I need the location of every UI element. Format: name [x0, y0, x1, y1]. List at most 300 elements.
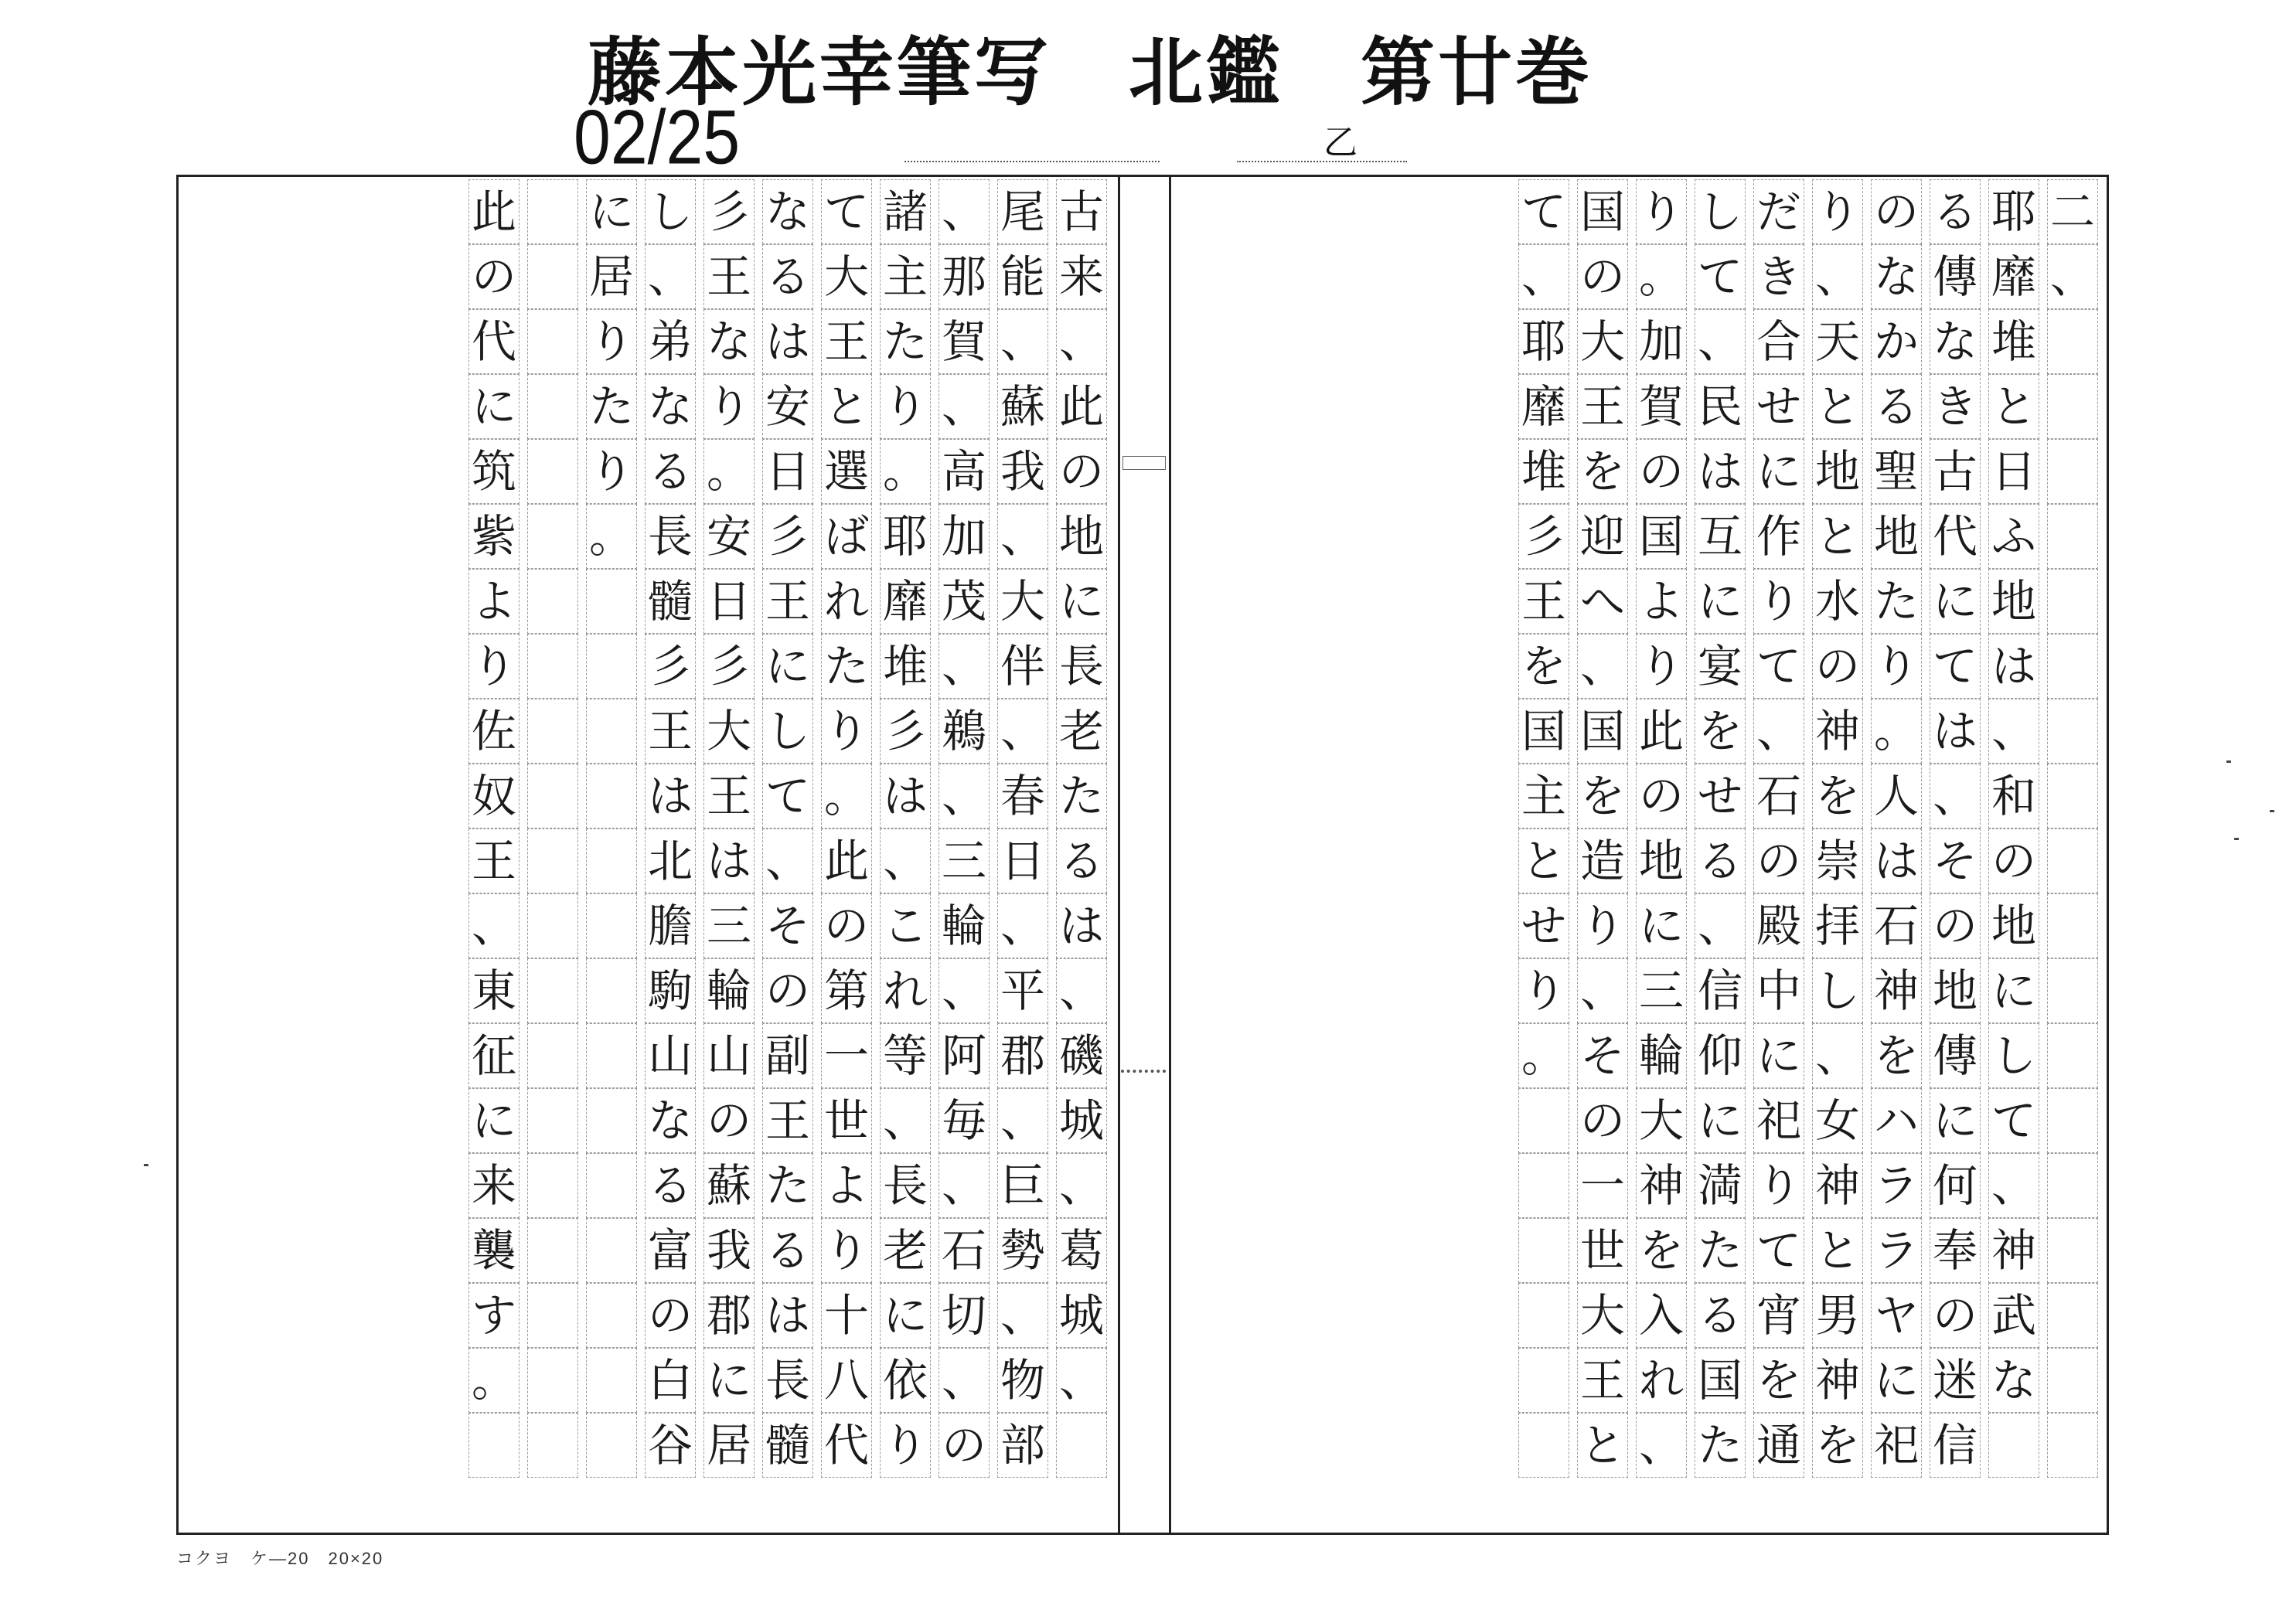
grid-cell: 長	[1056, 634, 1107, 699]
grid-cell	[527, 1283, 578, 1348]
grid-cell: 堆	[1988, 309, 2039, 374]
grid-cell: り	[880, 1413, 931, 1478]
grid-cell: 安	[703, 504, 755, 569]
grid-cell: 殿	[1753, 893, 1804, 958]
grid-cell: て	[762, 764, 813, 829]
grid-cell: て	[821, 179, 872, 244]
grid-cell: 、	[1056, 958, 1107, 1023]
grid-cell: 、	[997, 309, 1048, 374]
grid-cell: の	[1056, 439, 1107, 504]
grid-cell: ラ	[1871, 1218, 1922, 1283]
grid-cell: す	[468, 1283, 519, 1348]
grid-cell	[2047, 634, 2098, 699]
grid-cell: 、	[1577, 634, 1628, 699]
grid-cell: り	[821, 1218, 872, 1283]
grid-cell: り	[1812, 179, 1863, 244]
grid-cell: 白	[645, 1348, 696, 1413]
grid-cell: 代	[1930, 504, 1981, 569]
grid-cell: 彡	[703, 634, 755, 699]
grid-cell: 山	[703, 1023, 755, 1088]
grid-cell: 部	[997, 1413, 1048, 1478]
grid-cell: 、	[1695, 309, 1746, 374]
grid-cell	[586, 634, 637, 699]
grid-cell: な	[645, 374, 696, 439]
grid-cell	[586, 569, 637, 634]
grid-cell: 勢	[997, 1218, 1048, 1283]
manuscript-column	[1056, 179, 1107, 1478]
grid-cell: 、	[468, 893, 519, 958]
grid-cell	[527, 244, 578, 309]
grid-cell: 。	[880, 439, 931, 504]
grid-cell: 造	[1577, 829, 1628, 893]
manuscript-column	[1871, 179, 1922, 1478]
grid-cell: 高	[938, 439, 990, 504]
grid-cell: れ	[821, 569, 872, 634]
grid-cell: そ	[1930, 829, 1981, 893]
manuscript-column	[1636, 179, 1687, 1478]
grid-cell	[527, 958, 578, 1023]
grid-cell: な	[1988, 1348, 2039, 1413]
grid-cell: 神	[1812, 1348, 1863, 1413]
grid-cell	[2047, 893, 2098, 958]
grid-cell: 彡	[703, 179, 755, 244]
grid-cell: 石	[938, 1218, 990, 1283]
grid-cell: の	[645, 1283, 696, 1348]
grid-cell: 武	[1988, 1283, 2039, 1348]
grid-cell: の	[762, 958, 813, 1023]
grid-cell: 巨	[997, 1153, 1048, 1218]
grid-cell	[527, 634, 578, 699]
grid-cell: 男	[1812, 1283, 1863, 1348]
grid-cell: 襲	[468, 1218, 519, 1283]
grid-cell: に	[762, 634, 813, 699]
grid-cell: 満	[1695, 1153, 1746, 1218]
grid-cell: 北	[645, 829, 696, 893]
grid-cell: 耶	[1988, 179, 2039, 244]
grid-cell: 、	[1056, 309, 1107, 374]
grid-cell: 代	[821, 1413, 872, 1478]
grid-cell: 和	[1988, 764, 2039, 829]
grid-cell: 阿	[938, 1023, 990, 1088]
grid-cell: は	[703, 829, 755, 893]
grid-cell: 伴	[997, 634, 1048, 699]
grid-cell: れ	[880, 958, 931, 1023]
folio-mark: 乙	[1323, 123, 1358, 162]
grid-cell: り	[468, 634, 519, 699]
grid-cell: 、	[1056, 1348, 1107, 1413]
grid-cell: 城	[1056, 1088, 1107, 1153]
grid-cell: 靡	[1988, 244, 2039, 309]
grid-cell: に	[1753, 1023, 1804, 1088]
grid-cell: 八	[821, 1348, 872, 1413]
grid-cell	[586, 1218, 637, 1283]
manuscript-column	[821, 179, 872, 1478]
grid-cell: 王	[468, 829, 519, 893]
grid-cell: 国	[1695, 1348, 1746, 1413]
grid-cell	[2047, 1088, 2098, 1153]
grid-cell: 第	[821, 958, 872, 1023]
grid-cell: と	[1577, 1413, 1628, 1478]
grid-cell: 、	[1636, 1413, 1687, 1478]
grid-cell: の	[821, 893, 872, 958]
grid-cell: る	[1695, 829, 1746, 893]
grid-cell	[2047, 829, 2098, 893]
grid-cell: の	[468, 244, 519, 309]
grid-cell: 。	[703, 439, 755, 504]
grid-cell: 、	[645, 244, 696, 309]
grid-cell: 三	[938, 829, 990, 893]
grid-cell: に	[1056, 569, 1107, 634]
grid-cell: 人	[1871, 764, 1922, 829]
grid-cell: 郡	[997, 1023, 1048, 1088]
grid-cell: 宵	[1753, 1283, 1804, 1348]
grid-cell: 堆	[880, 634, 931, 699]
grid-cell: 、	[1695, 893, 1746, 958]
grid-cell: 、	[880, 829, 931, 893]
grid-cell: 、	[1930, 764, 1981, 829]
grid-cell: 来	[468, 1153, 519, 1218]
grid-cell: 仰	[1695, 1023, 1746, 1088]
grid-cell: に	[586, 179, 637, 244]
grid-cell: 此	[1056, 374, 1107, 439]
document-title: 藤本光幸筆写 北鑑 第廿巻	[588, 29, 1593, 116]
grid-cell: 王	[1577, 1348, 1628, 1413]
grid-cell: 地	[1930, 958, 1981, 1023]
grid-cell: 来	[1056, 244, 1107, 309]
grid-cell: 王	[762, 569, 813, 634]
grid-cell: な	[762, 179, 813, 244]
grid-cell: り	[1753, 569, 1804, 634]
grid-cell: よ	[821, 1153, 872, 1218]
grid-cell: 日	[1988, 439, 2039, 504]
grid-cell: 水	[1812, 569, 1863, 634]
grid-cell: 王	[703, 764, 755, 829]
grid-cell	[2047, 1218, 2098, 1283]
grid-cell: 石	[1753, 764, 1804, 829]
grid-cell: 長	[880, 1153, 931, 1218]
grid-cell: 代	[468, 309, 519, 374]
grid-cell: り	[880, 374, 931, 439]
grid-cell: 世	[821, 1088, 872, 1153]
manuscript-column	[1577, 179, 1628, 1478]
center-fold-line-2	[1169, 175, 1171, 1535]
grid-cell: し	[762, 699, 813, 764]
grid-cell: り	[1577, 893, 1628, 958]
manuscript-column	[586, 179, 637, 1478]
grid-cell: と	[1988, 374, 2039, 439]
grid-cell: 十	[821, 1283, 872, 1348]
grid-cell: 女	[1812, 1088, 1863, 1153]
grid-cell: き	[1930, 374, 1981, 439]
grid-cell	[586, 1413, 637, 1478]
page-number: 02/25	[574, 95, 741, 181]
grid-cell	[586, 764, 637, 829]
grid-cell: 彡	[1518, 504, 1569, 569]
grid-cell: は	[1988, 634, 2039, 699]
grid-cell: 我	[997, 439, 1048, 504]
grid-cell	[527, 1088, 578, 1153]
grid-cell: 地	[1871, 504, 1922, 569]
grid-cell: 、	[997, 699, 1048, 764]
grid-cell: そ	[1577, 1023, 1628, 1088]
grid-cell: 迎	[1577, 504, 1628, 569]
grid-cell: に	[1636, 893, 1687, 958]
grid-cell: た	[762, 1153, 813, 1218]
grid-cell: 地	[1056, 504, 1107, 569]
grid-cell: 古	[1056, 179, 1107, 244]
grid-cell: し	[1695, 179, 1746, 244]
grid-cell: 磯	[1056, 1023, 1107, 1088]
grid-cell: 膽	[645, 893, 696, 958]
grid-cell: 此	[821, 829, 872, 893]
manuscript-column	[703, 179, 755, 1478]
grid-cell: り	[1871, 634, 1922, 699]
scan-speck	[2226, 760, 2231, 763]
grid-cell: 、	[997, 504, 1048, 569]
grid-cell: 国	[1577, 699, 1628, 764]
grid-cell: る	[762, 1218, 813, 1283]
grid-cell: 大	[1577, 309, 1628, 374]
grid-cell: 国	[1577, 179, 1628, 244]
manuscript-column	[645, 179, 696, 1478]
grid-cell: な	[1871, 244, 1922, 309]
grid-cell: 祀	[1753, 1088, 1804, 1153]
grid-cell: り	[821, 699, 872, 764]
grid-cell	[1518, 1413, 1569, 1478]
grid-cell	[527, 1348, 578, 1413]
grid-cell	[586, 829, 637, 893]
grid-cell: 三	[1636, 958, 1687, 1023]
grid-cell: れ	[1636, 1348, 1687, 1413]
grid-cell: な	[645, 1088, 696, 1153]
grid-cell: の	[1636, 764, 1687, 829]
grid-cell: り	[703, 374, 755, 439]
grid-cell: 依	[880, 1348, 931, 1413]
grid-cell: な	[1930, 309, 1981, 374]
grid-cell: は	[880, 764, 931, 829]
grid-cell: の	[1577, 244, 1628, 309]
grid-cell	[2047, 569, 2098, 634]
grid-cell	[1518, 1218, 1569, 1283]
grid-cell: 二	[2047, 179, 2098, 244]
grid-cell: 、	[938, 374, 990, 439]
grid-cell	[2047, 1413, 2098, 1478]
manuscript-column	[880, 179, 931, 1478]
grid-cell: り	[586, 309, 637, 374]
grid-cell: こ	[880, 893, 931, 958]
manuscript-column	[2047, 179, 2098, 1478]
grid-cell	[527, 504, 578, 569]
grid-cell: た	[586, 374, 637, 439]
grid-cell: 山	[645, 1023, 696, 1088]
grid-cell: を	[1577, 764, 1628, 829]
grid-cell: る	[1930, 179, 1981, 244]
grid-cell: へ	[1577, 569, 1628, 634]
grid-cell: 神	[1636, 1153, 1687, 1218]
grid-cell: 地	[1812, 439, 1863, 504]
grid-cell	[527, 893, 578, 958]
grid-cell: は	[762, 1283, 813, 1348]
grid-cell: 此	[468, 179, 519, 244]
grid-cell: 何	[1930, 1153, 1981, 1218]
grid-cell: 、	[1988, 699, 2039, 764]
grid-cell	[2047, 958, 2098, 1023]
grid-cell	[527, 829, 578, 893]
grid-cell	[586, 1348, 637, 1413]
grid-cell	[527, 309, 578, 374]
grid-cell: 尾	[997, 179, 1048, 244]
grid-cell	[1518, 1348, 1569, 1413]
grid-cell: の	[1930, 893, 1981, 958]
grid-cell	[527, 1413, 578, 1478]
grid-cell: 神	[1988, 1218, 2039, 1283]
grid-cell: と	[821, 374, 872, 439]
grid-cell: り	[1518, 958, 1569, 1023]
grid-cell: 大	[997, 569, 1048, 634]
grid-cell: 王	[703, 244, 755, 309]
grid-cell: 神	[1812, 699, 1863, 764]
grid-cell: 主	[1518, 764, 1569, 829]
grid-cell: は	[762, 309, 813, 374]
grid-cell	[527, 1153, 578, 1218]
grid-cell	[2047, 439, 2098, 504]
manuscript-column	[1753, 179, 1804, 1478]
grid-cell: 駒	[645, 958, 696, 1023]
grid-cell: 我	[703, 1218, 755, 1283]
grid-cell: 石	[1871, 893, 1922, 958]
grid-cell: 髓	[762, 1413, 813, 1478]
grid-cell	[1518, 1088, 1569, 1153]
grid-cell	[2047, 1283, 2098, 1348]
grid-cell: よ	[1636, 569, 1687, 634]
grid-cell: 弟	[645, 309, 696, 374]
grid-cell: 地	[1636, 829, 1687, 893]
grid-cell: 祀	[1871, 1413, 1922, 1478]
grid-cell: 。	[1518, 1023, 1569, 1088]
grid-cell: ふ	[1988, 504, 2039, 569]
grid-cell: 賀	[1636, 374, 1687, 439]
grid-cell	[2047, 309, 2098, 374]
manuscript-column	[1518, 179, 1569, 1478]
grid-cell: を	[1577, 439, 1628, 504]
grid-cell: 一	[821, 1023, 872, 1088]
grid-cell	[2047, 764, 2098, 829]
grid-cell: 居	[586, 244, 637, 309]
grid-cell: て	[1695, 244, 1746, 309]
grid-cell: 、	[938, 179, 990, 244]
grid-cell: 鵜	[938, 699, 990, 764]
grid-cell: 老	[880, 1218, 931, 1283]
grid-cell: そ	[762, 893, 813, 958]
grid-cell: に	[468, 1088, 519, 1153]
grid-cell: 、	[1056, 1153, 1107, 1218]
grid-cell: に	[1695, 569, 1746, 634]
grid-cell: ば	[821, 504, 872, 569]
grid-cell: 。	[586, 504, 637, 569]
grid-cell: 古	[1930, 439, 1981, 504]
grid-cell: 輪	[703, 958, 755, 1023]
manuscript-column	[997, 179, 1048, 1478]
grid-cell	[468, 1413, 519, 1478]
grid-cell: 加	[938, 504, 990, 569]
grid-cell: た	[821, 634, 872, 699]
grid-cell: り	[586, 439, 637, 504]
grid-cell: 靡	[880, 569, 931, 634]
grid-cell	[1056, 1413, 1107, 1478]
grid-cell: 、	[938, 764, 990, 829]
grid-cell: を	[1518, 634, 1569, 699]
grid-cell: 紫	[468, 504, 519, 569]
grid-cell: 富	[645, 1218, 696, 1283]
grid-cell: 。	[1871, 699, 1922, 764]
grid-cell: 筑	[468, 439, 519, 504]
grid-cell: き	[1753, 244, 1804, 309]
grid-cell: 征	[468, 1023, 519, 1088]
grid-cell: よ	[468, 569, 519, 634]
grid-cell: る	[1871, 374, 1922, 439]
grid-cell: 能	[997, 244, 1048, 309]
grid-cell	[527, 439, 578, 504]
grid-cell: 靡	[1518, 374, 1569, 439]
grid-cell: の	[1812, 634, 1863, 699]
grid-cell: の	[938, 1413, 990, 1478]
grid-cell	[527, 699, 578, 764]
grid-cell: に	[1695, 1088, 1746, 1153]
manuscript-column	[1695, 179, 1746, 1478]
grid-cell: 長	[645, 504, 696, 569]
grid-cell: と	[1812, 374, 1863, 439]
grid-cell: の	[1636, 439, 1687, 504]
blank-line-left	[904, 161, 1160, 162]
grid-cell: 合	[1753, 309, 1804, 374]
grid-cell: 王	[645, 699, 696, 764]
manuscript-column	[468, 179, 519, 1478]
grid-cell: 崇	[1812, 829, 1863, 893]
grid-cell: た	[1871, 569, 1922, 634]
grid-cell: の	[703, 1088, 755, 1153]
grid-cell: 佐	[468, 699, 519, 764]
grid-cell: 長	[762, 1348, 813, 1413]
grid-cell: 、	[997, 1283, 1048, 1348]
grid-cell	[586, 1283, 637, 1348]
grid-cell: し	[645, 179, 696, 244]
blank-line-right	[1237, 161, 1407, 162]
grid-cell: 彡	[880, 699, 931, 764]
manuscript-column	[938, 179, 990, 1478]
grid-cell: 世	[1577, 1218, 1628, 1283]
grid-cell: の	[1871, 179, 1922, 244]
grid-cell: を	[1812, 1413, 1863, 1478]
grid-cell	[527, 569, 578, 634]
grid-cell: 大	[821, 244, 872, 309]
grid-cell: 彡	[762, 504, 813, 569]
grid-cell: て	[1988, 1088, 2039, 1153]
grid-cell: る	[645, 1153, 696, 1218]
grid-cell: 春	[997, 764, 1048, 829]
grid-cell: 大	[1636, 1088, 1687, 1153]
grid-cell: り	[1636, 179, 1687, 244]
grid-cell: 耶	[880, 504, 931, 569]
grid-cell: を	[1636, 1218, 1687, 1283]
grid-cell: は	[645, 764, 696, 829]
center-stamp	[1122, 456, 1166, 470]
grid-cell: し	[1988, 1023, 2039, 1088]
paper-label: コクヨ ケ―20 20×20	[176, 1549, 384, 1568]
grid-cell: 、	[1753, 699, 1804, 764]
grid-cell: 。	[468, 1348, 519, 1413]
grid-cell: 奴	[468, 764, 519, 829]
grid-cell: 日	[703, 569, 755, 634]
